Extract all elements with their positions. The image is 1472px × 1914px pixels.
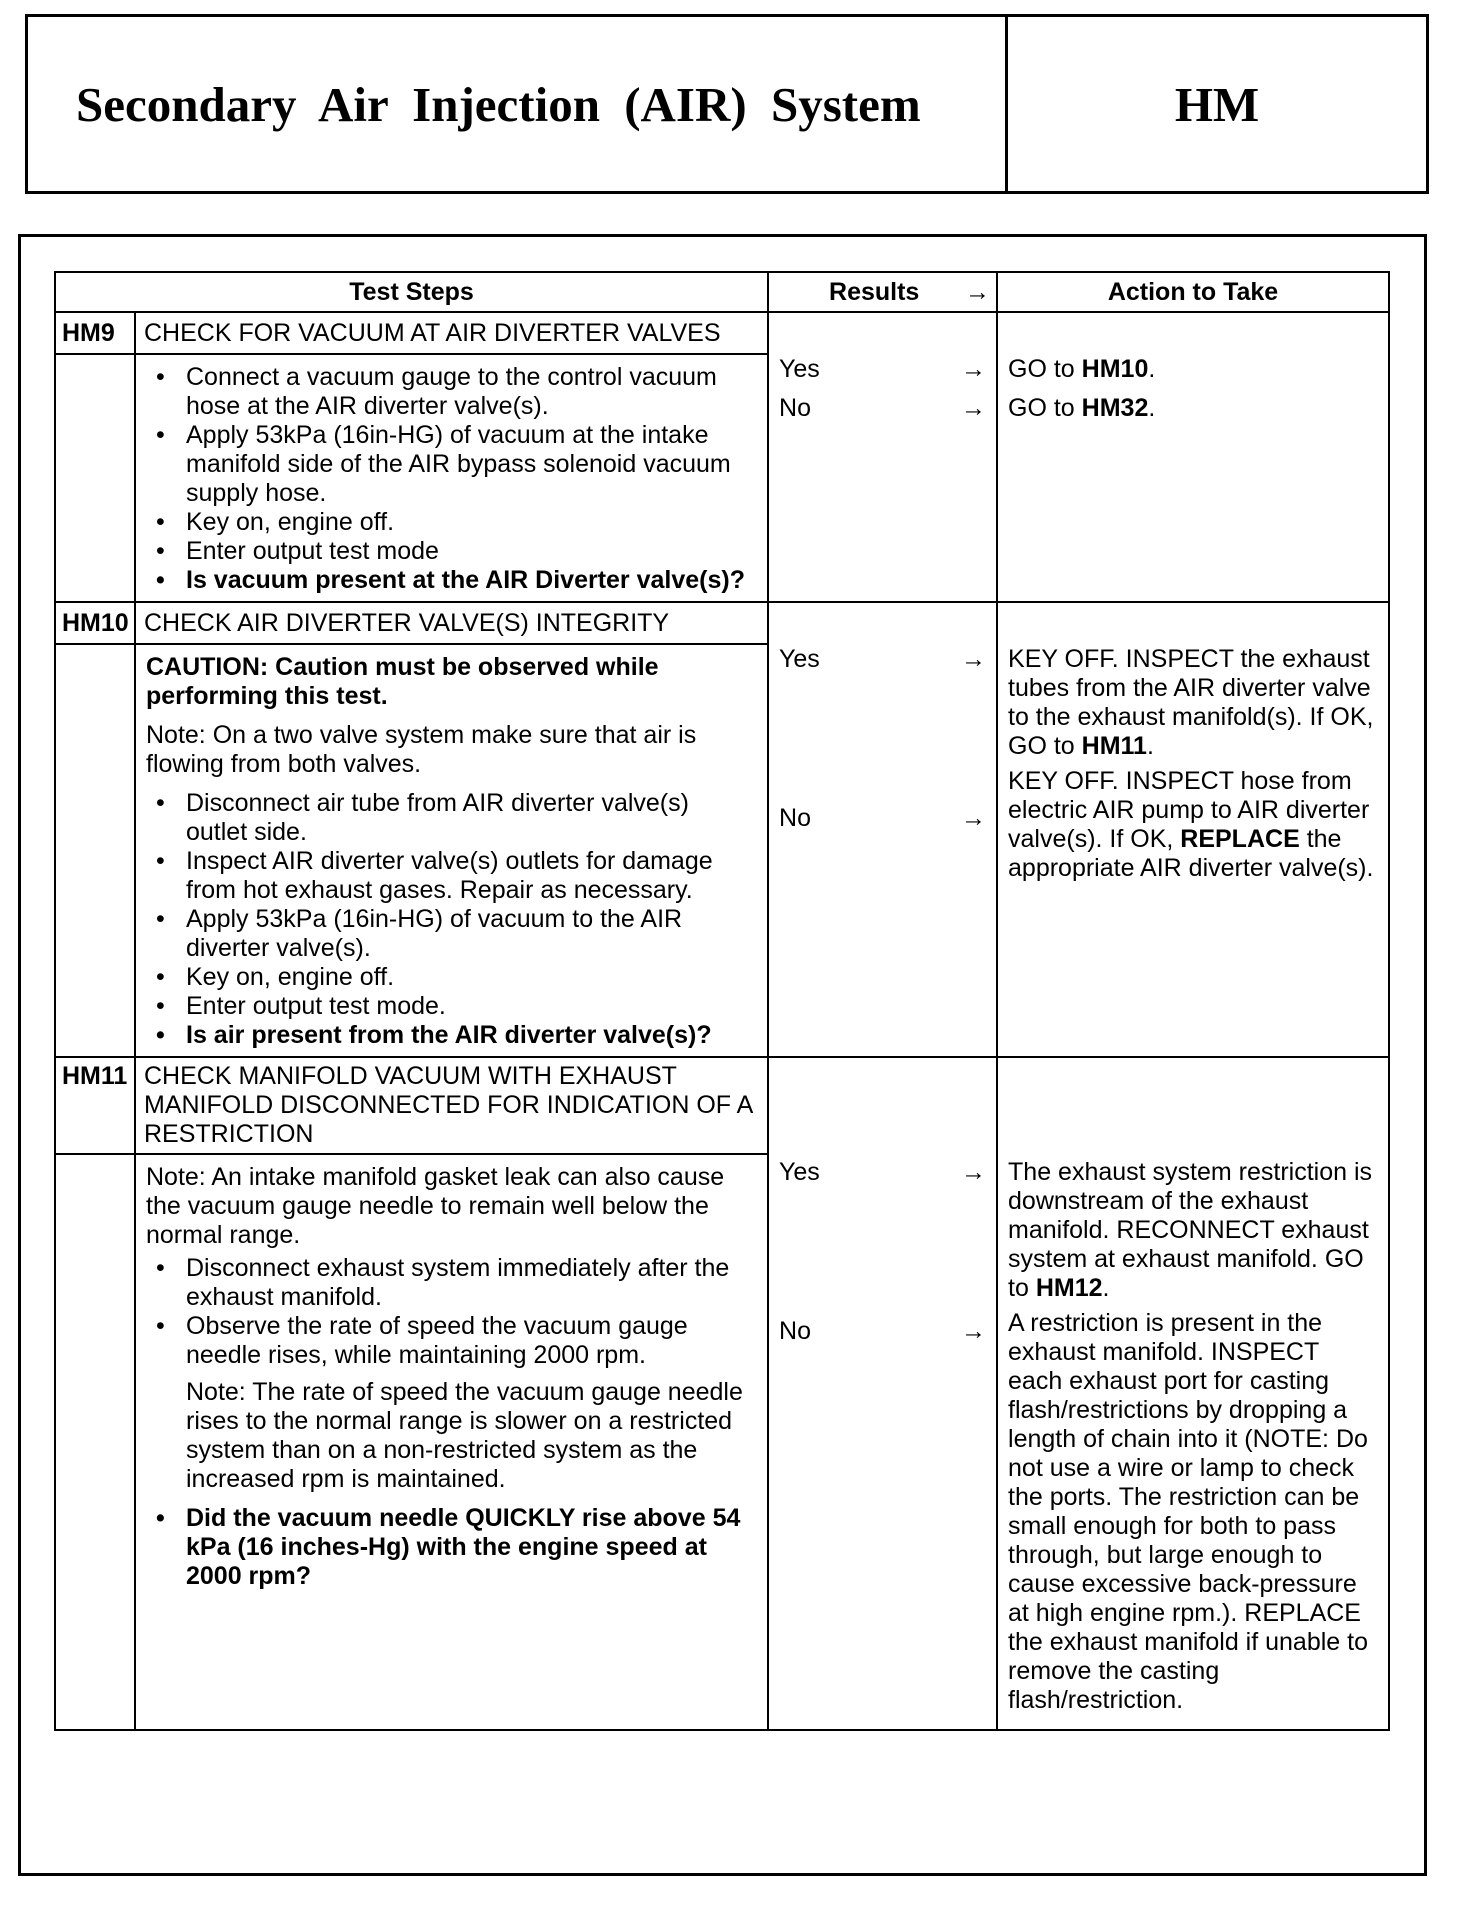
- step-title-row: [55, 1057, 1389, 1154]
- arrow-icon: →: [961, 355, 987, 383]
- list-item-question: • Did the vacuum needle QUICKLY rise above 54 kPa (16 inches-Hg) with the engine speed at 2000 rpm?: [186, 1504, 757, 1591]
- step-title: CHECK AIR DIVERTER VALVE(S) INTEGRITY: [135, 602, 768, 644]
- list-item: • Disconnect exhaust system immediately after the exhaust manifold.: [186, 1254, 757, 1312]
- result-yes: Yes: [779, 1158, 820, 1186]
- list-item-question: • Is vacuum present at the AIR Diverter valve(s)?: [186, 566, 757, 595]
- list-item: • Apply 53kPa (16in-HG) of vacuum at the intake manifold side of the AIR bypass solenoid vacuum supply hose.: [186, 421, 757, 508]
- list-item: • Key on, engine off.: [186, 508, 757, 537]
- list-item: • Connect a vacuum gauge to the control vacuum hose at the AIR diverter valve(s).: [186, 363, 757, 421]
- list-item: • Apply 53kPa (16in-HG) of vacuum to the AIR diverter valve(s).: [186, 905, 757, 963]
- step-results: [768, 312, 997, 602]
- step-actions: [997, 1057, 1389, 1730]
- header-results-label: Results: [829, 277, 920, 306]
- step-actions: [997, 312, 1389, 602]
- arrow-icon: →: [961, 1158, 987, 1186]
- step-id: HM11: [55, 1057, 135, 1154]
- list-item: • Enter output test mode: [186, 537, 757, 566]
- list-item: • Inspect AIR diverter valve(s) outlets for damage from hot exhaust gases. Repair as necessary.: [186, 847, 757, 905]
- caution-text: CAUTION: Caution must be observed while performing this test.: [146, 653, 659, 710]
- action-yes: The exhaust system restriction is downstream of the exhaust manifold. RECONNECT exhaust system at exhaust manifold. GO to HM12.: [1008, 1158, 1373, 1302]
- step-procedure: [135, 1154, 768, 1730]
- step-procedure: [135, 354, 768, 602]
- list-item-question: • Is air present from the AIR diverter valve(s)?: [186, 1021, 757, 1050]
- step-title-row: [55, 312, 1389, 354]
- arrow-icon: →: [961, 804, 987, 832]
- step-title: CHECK MANIFOLD VACUUM WITH EXHAUST MANIFOLD DISCONNECTED FOR INDICATION OF A RESTRICTION: [135, 1057, 768, 1154]
- action-no: KEY OFF. INSPECT hose from electric AIR pump to AIR diverter valve(s). If OK, REPLACE the appropriate AIR diverter valve(s).: [1008, 767, 1374, 882]
- result-yes: Yes: [779, 645, 820, 673]
- note-text-2: Note: The rate of speed the vacuum gauge needle rises to the normal range is slower on a restricted system than on a non-restricted system as the increased rpm is maintained.: [186, 1378, 743, 1493]
- result-no: No: [779, 804, 811, 832]
- list-item: • Enter output test mode.: [186, 992, 757, 1021]
- header-action: Action to Take: [997, 272, 1389, 312]
- result-no: No: [779, 1317, 811, 1345]
- section-code: HM: [1174, 76, 1260, 132]
- step-actions: [997, 602, 1389, 1057]
- action-yes: GO to HM10.: [1008, 355, 1156, 383]
- step-id: HM9: [55, 312, 135, 354]
- test-table-frame: [18, 234, 1427, 1876]
- note-text: Note: On a two valve system make sure that air is flowing from both valves.: [146, 721, 697, 778]
- step-id: HM10: [55, 602, 135, 644]
- list-item: • Observe the rate of speed the vacuum gauge needle rises, while maintaining 2000 rpm.: [186, 1312, 757, 1370]
- action-no: GO to HM32.: [1008, 394, 1156, 422]
- arrow-icon: →: [965, 277, 991, 306]
- step-results: [768, 602, 997, 1057]
- header-results: [768, 272, 997, 312]
- action-no: A restriction is present in the exhaust manifold. INSPECT each exhaust port for casting flash/restrictions by dropping a length of chain into it (NOTE: Do not use a wire or lamp to check the ports. The restriction can be small enough for both to pass through, but large enough to cause excessive back-pressure at high engine rpm.). REPLACE the exhaust manifold if unable to remove the casting flash/restriction.: [1008, 1309, 1368, 1714]
- test-steps-table: [54, 271, 1390, 1731]
- page-header: [25, 14, 1429, 194]
- action-yes: KEY OFF. INSPECT the exhaust tubes from the AIR diverter valve to the exhaust manifold(s). If OK, GO to HM11.: [1008, 645, 1374, 760]
- list-item: • Disconnect air tube from AIR diverter valve(s) outlet side.: [186, 789, 757, 847]
- arrow-icon: →: [961, 394, 987, 422]
- step-title-row: [55, 602, 1389, 644]
- arrow-icon: →: [961, 1317, 987, 1345]
- step-results: [768, 1057, 997, 1730]
- arrow-icon: →: [961, 645, 987, 673]
- step-title: CHECK FOR VACUUM AT AIR DIVERTER VALVES: [135, 312, 768, 354]
- note-text: Note: An intake manifold gasket leak can also cause the vacuum gauge needle to remain well below the normal range.: [146, 1163, 725, 1249]
- page-title: Secondary Air Injection (AIR) System: [28, 17, 1008, 191]
- header-test-steps: Test Steps: [55, 272, 768, 312]
- result-yes: Yes: [779, 355, 820, 383]
- result-no: No: [779, 394, 811, 422]
- list-item: • Key on, engine off.: [186, 963, 757, 992]
- table-header-row: [55, 272, 1389, 312]
- step-procedure: [135, 644, 768, 1057]
